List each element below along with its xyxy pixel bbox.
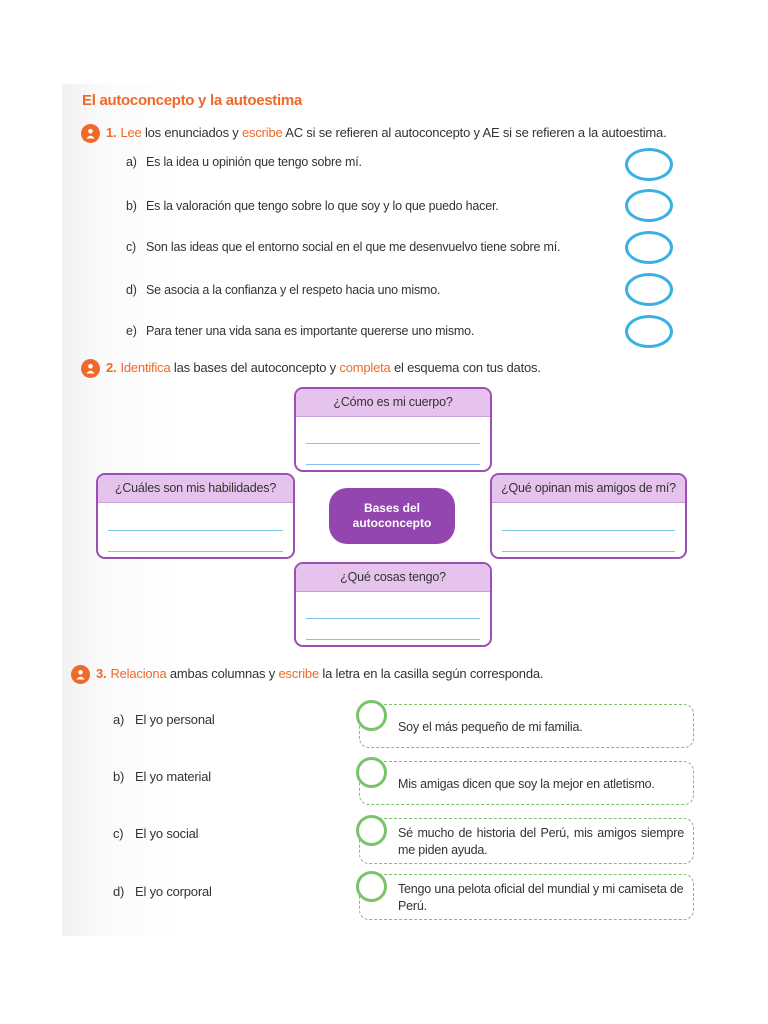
answer-line[interactable]: [306, 618, 480, 619]
match-answer-circle[interactable]: [356, 871, 387, 902]
page-title: El autoconcepto y la autoestima: [82, 92, 302, 109]
answer-oval-d[interactable]: [625, 273, 673, 306]
person-icon: [81, 124, 100, 143]
answer-line[interactable]: [306, 464, 480, 465]
question-number: 1.: [106, 125, 117, 140]
match-right-1: [359, 704, 694, 748]
match-answer-circle[interactable]: [356, 757, 387, 788]
statement-letter: b): [126, 199, 137, 213]
question-3-instruction: [96, 666, 543, 681]
match-left-b: [113, 769, 211, 784]
scheme-box-question: ¿Cuáles son mis habilidades?: [98, 475, 293, 503]
match-letter: c): [113, 826, 124, 841]
statement-text: Para tener una vida sana es importante quererse uno mismo.: [146, 324, 475, 338]
match-letter: a): [113, 712, 125, 727]
answer-oval-b[interactable]: [625, 189, 673, 222]
statement-c: [126, 240, 560, 254]
match-right-2: [359, 761, 694, 805]
instruction-verb: completa: [339, 360, 391, 375]
answer-line[interactable]: [502, 551, 675, 552]
instruction-verb: escribe: [242, 125, 283, 140]
instruction-text: los enunciados y: [141, 125, 243, 140]
statement-text: Es la valoración que tengo sobre lo que soy y lo que puedo hacer.: [146, 199, 499, 213]
center-label-line: Bases del: [363, 501, 421, 515]
scheme-box-question: ¿Qué opinan mis amigos de mí?: [492, 475, 685, 503]
center-label-line: autoconcepto: [352, 516, 432, 530]
statement-a: [126, 155, 362, 169]
statement-letter: a): [126, 155, 137, 169]
match-text: El yo social: [135, 826, 199, 841]
match-text: El yo corporal: [135, 884, 212, 899]
match-text: El yo personal: [135, 712, 215, 727]
match-statement: Sé mucho de historia del Perú, mis amigos siempre me piden ayuda.: [398, 826, 684, 857]
instruction-text: ambas columnas y: [166, 666, 279, 681]
scheme-box-question: ¿Qué cosas tengo?: [296, 564, 490, 592]
instruction-text: la letra en la casilla según corresponda.: [319, 666, 544, 681]
scheme-center-label: [329, 488, 455, 544]
answer-oval-e[interactable]: [625, 315, 673, 348]
answer-line[interactable]: [108, 530, 283, 531]
answer-line[interactable]: [306, 443, 480, 444]
answer-oval-c[interactable]: [625, 231, 673, 264]
scheme-box-question: ¿Cómo es mi cuerpo?: [296, 389, 490, 417]
question-number: 3.: [96, 666, 107, 681]
instruction-verb: Lee: [120, 125, 142, 140]
match-statement: Soy el más pequeño de mi familia.: [398, 720, 583, 734]
answer-line[interactable]: [502, 530, 675, 531]
instruction-text: el esquema con tus datos.: [390, 360, 541, 375]
scheme-box-top: [294, 387, 492, 472]
instruction-verb: Identifica: [120, 360, 171, 375]
answer-line[interactable]: [108, 551, 283, 552]
match-answer-circle[interactable]: [356, 815, 387, 846]
instruction-verb: escribe: [278, 666, 319, 681]
match-letter: b): [113, 769, 125, 784]
question-2-instruction: [106, 360, 541, 375]
answer-oval-a[interactable]: [625, 148, 673, 181]
question-number: 2.: [106, 360, 117, 375]
match-left-d: [113, 884, 212, 899]
scheme-box-left: [96, 473, 295, 559]
statement-text: Se asocia a la confianza y el respeto hacia uno mismo.: [146, 283, 441, 297]
match-statement: Tengo una pelota oficial del mundial y mi camiseta de Perú.: [398, 882, 684, 913]
statement-e: [126, 324, 474, 338]
scheme-box-right: [490, 473, 687, 559]
match-left-a: [113, 712, 215, 727]
match-letter: d): [113, 884, 125, 899]
statement-letter: e): [126, 324, 137, 338]
statement-text: Son las ideas que el entorno social en el que me desenvuelvo tiene sobre mí.: [146, 240, 561, 254]
instruction-verb: Relaciona: [110, 666, 167, 681]
statement-letter: d): [126, 283, 137, 297]
person-icon: [81, 359, 100, 378]
match-right-3: [359, 818, 694, 864]
instruction-text: AC si se refieren al autoconcepto y AE si se refieren a la autoestima.: [282, 125, 667, 140]
answer-line[interactable]: [306, 639, 480, 640]
match-left-c: [113, 826, 198, 841]
match-statement: Mis amigas dicen que soy la mejor en atletismo.: [398, 777, 655, 791]
match-text: El yo material: [135, 769, 211, 784]
instruction-text: las bases del autoconcepto y: [170, 360, 340, 375]
statement-text: Es la idea u opinión que tengo sobre mí.: [146, 155, 362, 169]
statement-d: [126, 283, 440, 297]
match-right-4: [359, 874, 694, 920]
statement-letter: c): [126, 240, 137, 254]
statement-b: [126, 199, 499, 213]
person-icon: [71, 665, 90, 684]
question-1-instruction: [106, 125, 667, 140]
match-answer-circle[interactable]: [356, 700, 387, 731]
scheme-box-bottom: [294, 562, 492, 647]
